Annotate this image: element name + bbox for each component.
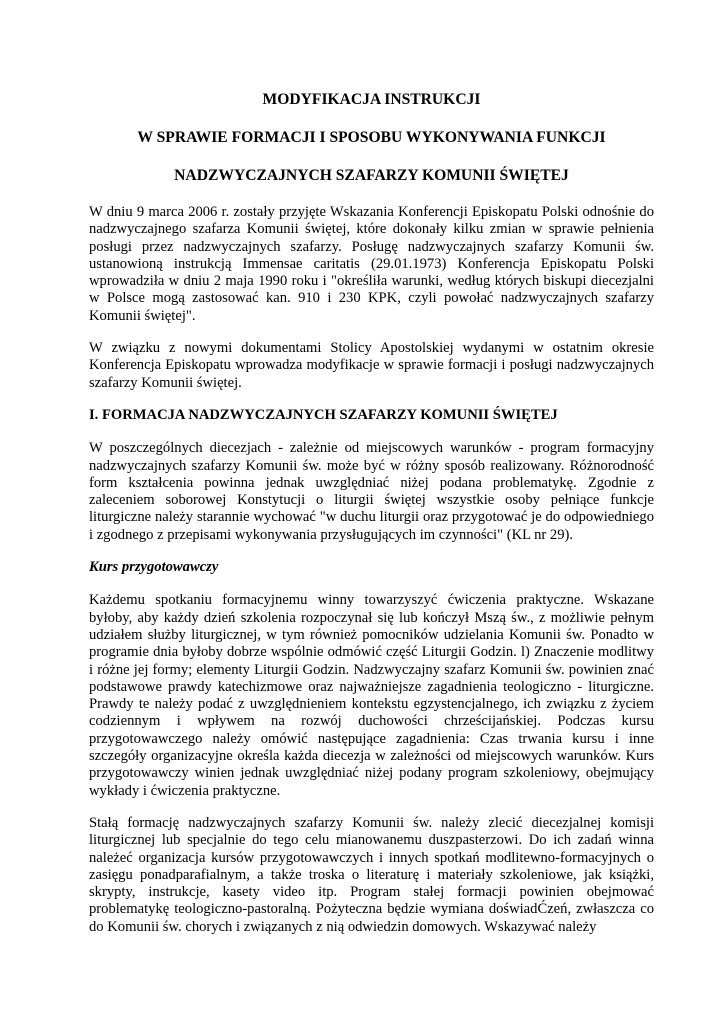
document-title-line-3: NADZWYCZAJNYCH SZAFARZY KOMUNII ŚWIĘTEJ <box>174 167 569 184</box>
paragraph-ongoing-formation: Stałą formację nadzwyczajnych szafarzy Komunii św. należy zlecić diecezjalnej komisji liturgicznej lub specjalnie do tego celu mianowanemu duszpasterzowi. Do ich zadań winna należeć organizacja kursów przygotowawczych i innych spotkań modlitewno-formacyjnych o zasięgu ponadparafialnym, a także troska o literaturę i materiały szkoleniowe, jak książki, skrypty, instrukcje, kasety video itp. Program stałej formacji powinien obejmować problematykę teologiczno-pastoralną. Pożyteczna będzie wymiana doświadĆzeń, zwłaszcza co do Komunii św. chorych i związanych z nią odwiedzin domowych. Wskazywać należy <box>89 814 654 935</box>
section-heading-formation: I. FORMACJA NADZWYCZAJNYCH SZAFARZY KOMUNII ŚWIĘTEJ <box>89 406 558 423</box>
paragraph-modifications: W związku z nowymi dokumentami Stolicy Apostolskiej wydanymi w ostatnim okresie Konferencja Episkopatu wprowadza modyfikacje w sprawie formacji i posługi nadzwyczajnych szafarzy Komunii świętej. <box>89 340 654 391</box>
subheading-preparatory-course: Kurs przygotowawczy <box>89 559 219 576</box>
document-title-line-1: MODYFIKACJA INSTRUKCJI <box>262 91 481 108</box>
paragraph-preparatory-course: Każdemu spotkaniu formacyjnemu winny towarzyszyć ćwiczenia praktyczne. Wskazane byłoby, aby każdy dzień szkolenia rozpoczynał się lub kończył Mszą św., z możliwie pełnym udziałem służby liturgicznej, w tym również pomocników udzielania Komunii św. Ponadto w programie dnia byłoby dobrze wspólnie odmówić część Liturgii Godzin. l) Znaczenie modlitwy i różne jej formy; elementy Liturgii Godzin. Nadzwyczajny szafarz Komunii św. powinien znać podstawowe prawdy katechizmowe oraz najważniejsze zagadnienia teologiczno - liturgiczne. Prawdy te należy podać z uwzględnieniem kontekstu egzystencjalnego, ich związku z życiem codziennym i wpływem na rozwój duchowości chrześcijańskiej. Podczas kursu przygotowawczego należy omówić następujące zagadnienia: Czas trwania kursu i inne szczegóły organizacyjne określa każda diecezja w zależności od miejscowych warunków. Kurs przygotowawczy winien jednak uwzględniać niżej podany program szkoleniowy, obejmujący wykłady i ćwiczenia praktyczne. <box>89 592 654 799</box>
document-title-line-2: W SPRAWIE FORMACJI I SPOSOBU WYKONYWANIA FUNKCJI <box>137 129 606 146</box>
paragraph-introduction: W dniu 9 marca 2006 r. zostały przyjęte Wskazania Konferencji Episkopatu Polski odnośnie do nadzwyczajnego szafarza Komunii świętej, które dokonały kilku zmian w sprawie pełnienia posługi przez nadzwyczajnych szafarzy. Posługę nadzwyczajnych szafarzy Komunii św. ustanowioną instrukcją Immensae caritatis (29.01.1973) Konferencja Episkopatu Polski wprowadziła w dniu 2 maja 1990 roku i "określiła warunki, według których biskupi diecezjalni w Polsce mogą zastosować kan. 910 i 230 KPK, czyli powołać nadzwyczajnych szafarzy Komunii świętej". <box>89 204 654 324</box>
paragraph-formation-program: W poszczególnych diecezjach - zależnie od miejscowych warunków - program formacyjny nadzwyczajnych szafarzy Komunii św. może być w różny sposób realizowany. Różnorodność form kształcenia powinna jednak uwzględniać niżej podana problematykę. Zgodnie z zaleceniem soborowej Konstytucji o liturgii świętej wszystkie osoby pełniące funkcje liturgiczne należy starannie wychować "w duchu liturgii oraz przygotować je do odpowiedniego i zgodnego z przepisami wykonywania przysługujących im czynności" (KL nr 29). <box>89 440 654 543</box>
document-page <box>89 82 654 951</box>
